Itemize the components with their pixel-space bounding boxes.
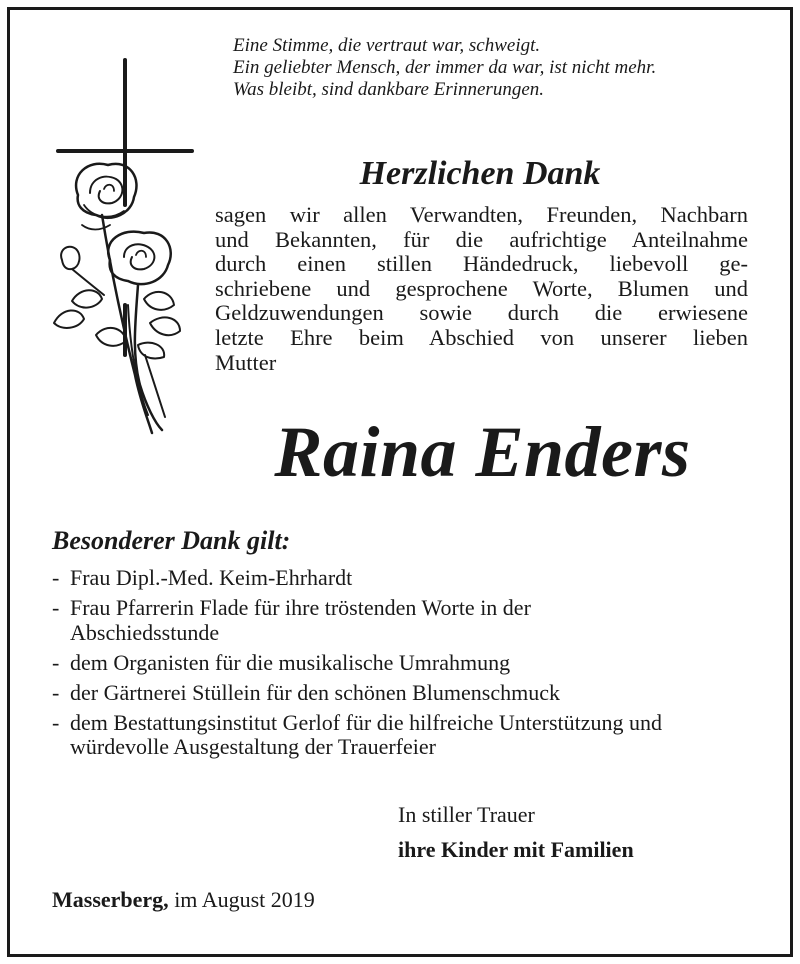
motto xyxy=(233,35,773,101)
special-thanks-list xyxy=(52,566,772,765)
place-city: Masserberg, xyxy=(52,887,169,912)
list-item xyxy=(52,681,772,706)
thanks-line: Geldzuwendungen sowie durch die erwiesene xyxy=(215,300,748,326)
thanks-line: und Bekannten, für die aufrichtige Anteilnahme xyxy=(215,226,748,252)
special-thanks-title: Besonderer Dank gilt: xyxy=(52,526,291,555)
list-item-text: dem Bestattungsinstitut Gerlof für die hilfreiche Unterstützung und würdevolle Ausgestaltung der Trauerfeier xyxy=(70,709,663,759)
thanks-title: Herzlichen Dank xyxy=(359,155,601,192)
motto-line: Eine Stimme, die vertraut war, schweigt. xyxy=(233,35,541,56)
list-dash: - xyxy=(52,679,60,705)
place-date-text: im August 2019 xyxy=(174,887,315,912)
list-item-text: Frau Pfarrerin Flade für ihre tröstenden Worte in der Abschiedsstunde xyxy=(70,595,531,645)
list-item-text: Frau Dipl.-Med. Keim-Ehrhardt xyxy=(70,565,353,590)
list-item xyxy=(52,651,772,676)
deceased-name: Raina Enders xyxy=(274,412,691,492)
list-dash: - xyxy=(52,565,60,590)
list-item xyxy=(52,711,772,760)
thanks-line: sagen wir allen Verwandten, Freunden, Nachbarn xyxy=(215,202,748,227)
mourning-line: In stiller Trauer xyxy=(398,802,535,827)
cross-with-roses-icon xyxy=(40,55,200,445)
thanks-line: Mutter xyxy=(215,349,277,375)
list-dash: - xyxy=(52,709,60,735)
list-dash: - xyxy=(52,595,60,620)
thanks-body xyxy=(215,203,748,375)
motto-line: Was bleibt, sind dankbare Erinnerungen. xyxy=(233,79,545,100)
motto-line: Ein geliebter Mensch, der immer da war, ist nicht mehr. xyxy=(233,57,657,78)
list-item xyxy=(52,566,772,591)
thanks-line: durch einen stillen Händedruck, liebevoll ge- xyxy=(215,251,748,277)
list-item xyxy=(52,596,772,645)
thanks-line: letzte Ehre beim Abschied von unserer lieben xyxy=(215,324,748,350)
list-item-text: dem Organisten für die musikalische Umrahmung xyxy=(70,649,511,675)
list-dash: - xyxy=(52,649,60,675)
family-signature: ihre Kinder mit Familien xyxy=(398,837,634,862)
place-date xyxy=(52,887,315,913)
thanks-line: schriebene und gesprochene Worte, Blumen und xyxy=(215,275,748,301)
list-item-text: der Gärtnerei Stüllein für den schönen Blumenschmuck xyxy=(70,679,560,705)
